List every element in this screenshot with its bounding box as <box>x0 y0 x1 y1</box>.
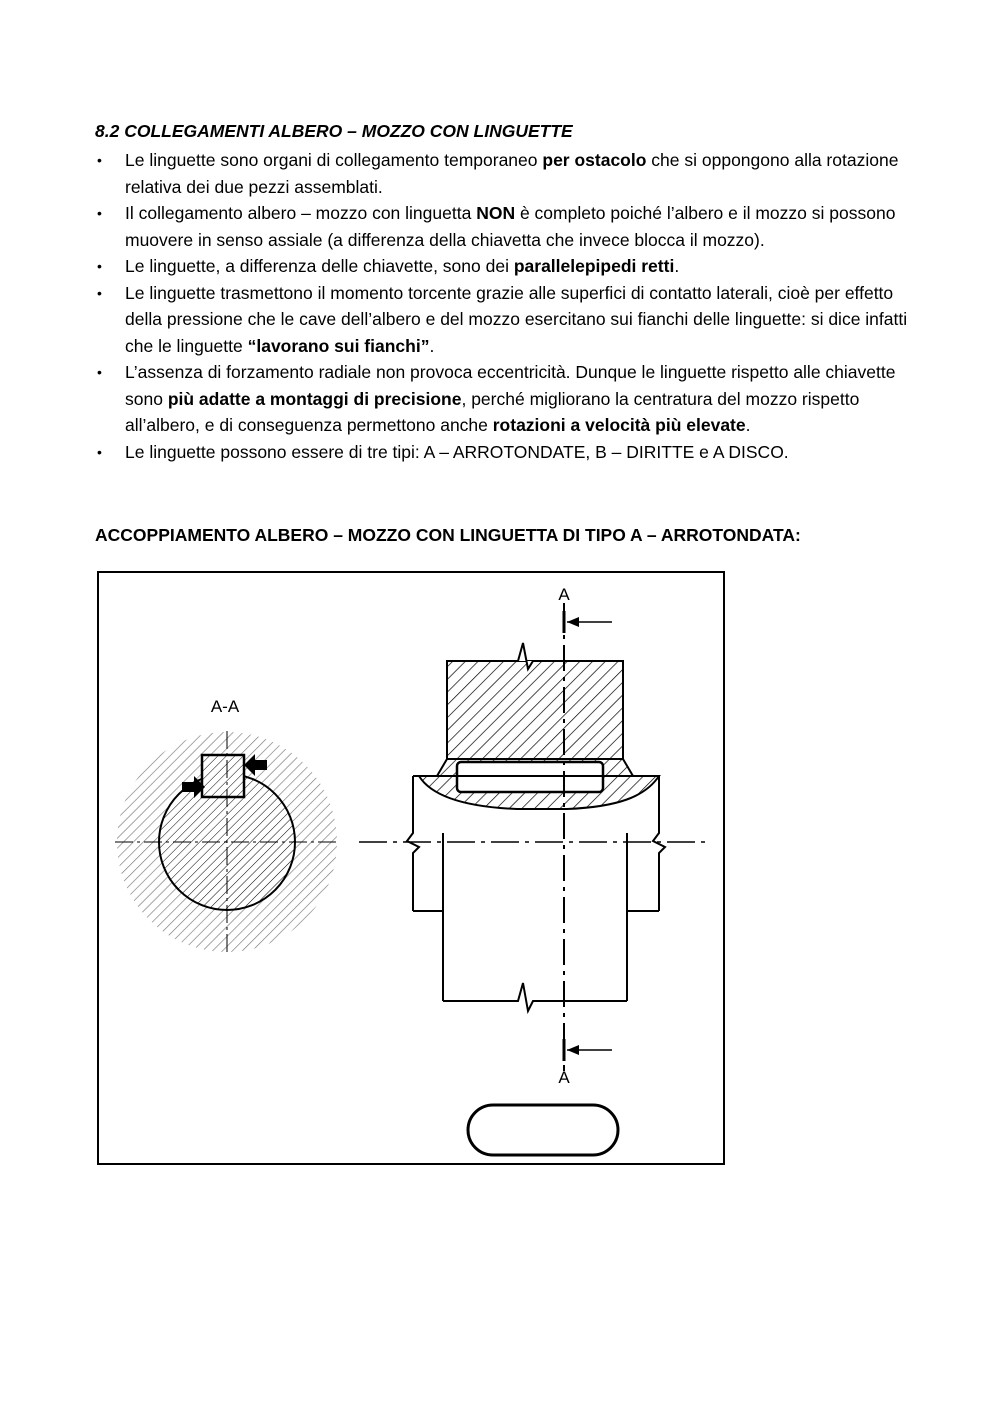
bullet-text: . <box>674 256 680 276</box>
bullet-dot-icon: • <box>97 284 102 301</box>
bullet-text: che si oppongono alla rotazione relativa dei due pezzi assemblati. <box>125 150 899 197</box>
longitudinal-view <box>359 585 709 1155</box>
technical-drawing <box>97 571 725 1165</box>
bullet-emphasis: NON <box>476 203 516 223</box>
section-label: A-A <box>210 697 240 716</box>
bullet-text: L’assenza di forzamento radiale non provoca eccentricità. Dunque le linguette rispetto alle chiavette sono <box>125 362 896 409</box>
bullet-dot-icon: • <box>97 152 102 168</box>
cut-arrow-top-icon <box>567 617 579 627</box>
hub-section <box>447 661 623 759</box>
bullet-dot-icon: • <box>97 258 102 274</box>
bullet-item <box>95 280 915 360</box>
bullet-text: Le linguette trasmettono il momento torcente grazie alle superfici di contatto laterali, cioè per effetto della pressione che le cave dell’albero e del mozzo esercitano sui fianchi delle linguette: si dice infatti che le linguette <box>125 282 908 356</box>
bullet-dot-icon: • <box>97 205 102 221</box>
bullet-emphasis: per ostacolo <box>542 150 647 170</box>
bullet-text: , perché migliorano la centratura del mozzo rispetto all’albero, e di conseguenza permettono anche <box>125 388 860 435</box>
bullet-emphasis: parallelepipedi retti <box>513 256 675 276</box>
section-title: 8.2 COLLEGAMENTI ALBERO – MOZZO CON LINGUETTE <box>95 121 573 141</box>
cut-label-bottom: A <box>558 1068 570 1087</box>
cut-arrow-bottom-icon <box>567 1045 579 1055</box>
figure-heading: ACCOPPIAMENTO ALBERO – MOZZO CON LINGUETTA DI TIPO A – ARROTONDATA: <box>95 525 801 545</box>
bullet-item <box>95 439 915 466</box>
key-section <box>202 755 244 797</box>
bullet-text: . <box>429 335 435 356</box>
bullet-item <box>95 359 915 439</box>
bullet-dot-icon: • <box>97 443 102 460</box>
bullet-list <box>95 147 915 465</box>
bullet-text: Le linguette, a differenza delle chiavette, sono dei <box>125 256 514 276</box>
bullet-emphasis: più adatte a montaggi di precisione <box>167 388 462 409</box>
cut-label-top: A <box>558 585 570 604</box>
bullet-emphasis: rotazioni a velocità più elevate <box>492 415 746 435</box>
bullet-text: Le linguette possono essere di tre tipi: A – ARROTONDATE, B – DIRITTE e A DISCO. <box>125 441 789 462</box>
bullet-item <box>95 200 915 253</box>
bullet-text: Il collegamento albero – mozzo con linguetta <box>125 203 477 223</box>
bullet-text: è completo poiché l’albero e il mozzo si possono muovere in senso assiale (a differenza della chiavetta che invece blocca il mozzo). <box>125 203 896 250</box>
bullet-emphasis: “lavorano sui fianchi” <box>247 335 430 356</box>
section-view-aa <box>112 697 342 961</box>
key-joint-figure <box>97 571 725 1165</box>
bullet-text: . <box>745 415 751 435</box>
bullet-dot-icon: • <box>97 364 102 380</box>
bullet-text: Le linguette sono organi di collegamento temporaneo <box>125 150 543 170</box>
bullet-item <box>95 147 915 200</box>
bullet-item <box>95 253 915 280</box>
key-plan-view <box>468 1105 618 1155</box>
